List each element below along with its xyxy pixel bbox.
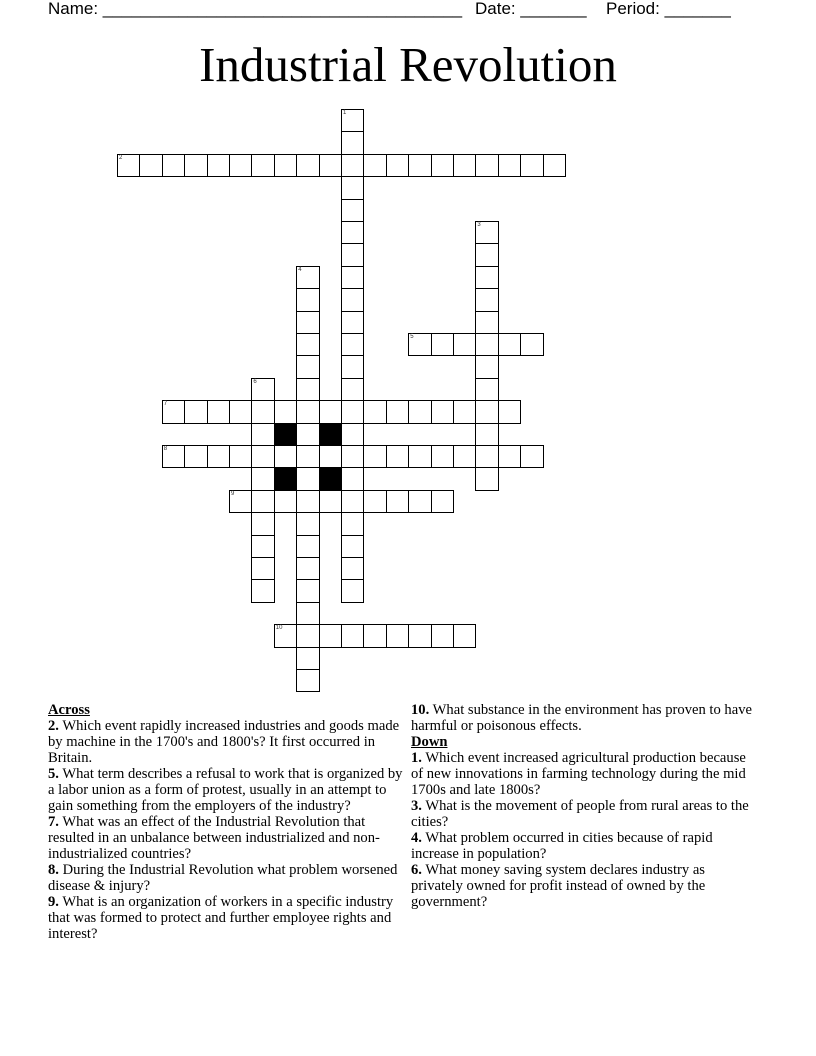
crossword-cell[interactable] xyxy=(251,154,274,177)
clue-item-text: Which event increased agricultural production because of new innovations in farming technology during the mid 1700s and late 1800s? xyxy=(411,750,746,798)
crossword-cell[interactable] xyxy=(341,266,364,289)
crossword-cell[interactable] xyxy=(475,400,498,423)
crossword-cell[interactable] xyxy=(184,400,207,423)
clue-item-text: What problem occurred in cities because of rapid increase in population? xyxy=(411,830,713,862)
crossword-cell[interactable] xyxy=(251,535,274,558)
crossword-cell[interactable] xyxy=(251,579,274,602)
crossword-cell[interactable] xyxy=(184,154,207,177)
crossword-cell[interactable] xyxy=(453,624,476,647)
clue-item-number: 3. xyxy=(411,798,422,814)
clue-item-number: 1. xyxy=(411,750,422,766)
across-heading: Across xyxy=(48,702,90,718)
crossword-cell[interactable] xyxy=(386,400,409,423)
crossword-cell[interactable] xyxy=(431,445,454,468)
name-field[interactable]: Name: ______________________________________ xyxy=(48,0,463,18)
clue-item-number: 6. xyxy=(411,862,422,878)
crossword-cell[interactable] xyxy=(296,333,319,356)
crossword-cell[interactable] xyxy=(296,535,319,558)
page-title: Industrial Revolution xyxy=(199,37,617,92)
crossword-cell[interactable] xyxy=(296,647,319,670)
crossword-cell[interactable] xyxy=(475,154,498,177)
crossword-cell[interactable] xyxy=(386,490,409,513)
crossword-cell[interactable] xyxy=(341,378,364,401)
clue-number: 9 xyxy=(231,490,235,497)
crossword-cell[interactable] xyxy=(453,154,476,177)
clue-item-text: What money saving system declares industry as privately owned for profit instead of owned by the government? xyxy=(411,862,706,910)
clue-item-number: 2. xyxy=(48,718,59,734)
clue-item xyxy=(411,830,756,862)
clue-item xyxy=(48,718,408,766)
crossword-cell[interactable] xyxy=(296,669,319,692)
crossword-cell[interactable] xyxy=(408,445,431,468)
crossword-cell[interactable] xyxy=(251,445,274,468)
crossword-cell[interactable] xyxy=(520,154,543,177)
black-cell xyxy=(274,467,297,490)
crossword-cell[interactable] xyxy=(229,490,252,513)
clue-number: 6 xyxy=(253,378,257,385)
crossword-cell[interactable] xyxy=(341,535,364,558)
clue-item-number: 8. xyxy=(48,862,59,878)
crossword-cell[interactable] xyxy=(475,423,498,446)
clue-number: 2 xyxy=(119,154,123,161)
crossword-cell[interactable] xyxy=(341,288,364,311)
crossword-cell[interactable] xyxy=(319,445,342,468)
crossword-cell[interactable] xyxy=(520,445,543,468)
crossword-cell[interactable] xyxy=(274,445,297,468)
clue-item xyxy=(48,894,408,942)
crossword-cell[interactable] xyxy=(207,154,230,177)
crossword-cell[interactable] xyxy=(296,288,319,311)
crossword-cell[interactable] xyxy=(251,490,274,513)
crossword-cell[interactable] xyxy=(341,176,364,199)
crossword-cell[interactable] xyxy=(475,445,498,468)
crossword-cell[interactable] xyxy=(431,333,454,356)
crossword-cell[interactable] xyxy=(274,400,297,423)
crossword-cell[interactable] xyxy=(319,400,342,423)
crossword-cell[interactable] xyxy=(498,445,521,468)
crossword-cell[interactable] xyxy=(296,154,319,177)
clue-number: 10 xyxy=(275,625,283,632)
clue-item-number: 7. xyxy=(48,814,59,830)
crossword-cell[interactable] xyxy=(475,333,498,356)
crossword-cell[interactable] xyxy=(251,467,274,490)
clue-item-text: What term describes a refusal to work that is organized by a labor union as a form of protest, usually in an attempt to gain something from the employers of the industry? xyxy=(48,766,403,814)
clue-number: 3 xyxy=(477,222,481,228)
clue-number: 5 xyxy=(410,334,414,340)
crossword-cell[interactable] xyxy=(162,400,185,423)
crossword-cell[interactable] xyxy=(207,400,230,423)
crossword-cell[interactable] xyxy=(229,400,252,423)
clue-item xyxy=(48,862,408,894)
clue-item-text: What is an organization of workers in a specific industry that was formed to protect and further employee rights and interest? xyxy=(48,894,394,942)
crossword-cell[interactable] xyxy=(386,445,409,468)
crossword-cell[interactable] xyxy=(296,378,319,401)
clue-item-number: 10. xyxy=(411,702,430,718)
crossword-cell[interactable] xyxy=(341,221,364,244)
clue-item-number: 9. xyxy=(48,894,59,910)
clue-number: 8 xyxy=(163,446,168,452)
crossword-cell[interactable] xyxy=(162,154,185,177)
crossword-cell[interactable] xyxy=(274,490,297,513)
crossword-cell[interactable] xyxy=(319,624,342,647)
date-field[interactable]: Date: _______ xyxy=(475,0,587,18)
crossword-cell[interactable] xyxy=(363,445,386,468)
crossword-cell[interactable] xyxy=(184,445,207,468)
clue-item xyxy=(411,798,756,830)
crossword-cell[interactable] xyxy=(431,490,454,513)
crossword-cell[interactable] xyxy=(341,333,364,356)
black-cell xyxy=(319,423,342,446)
crossword-cell[interactable] xyxy=(296,355,319,378)
crossword-cell[interactable] xyxy=(319,490,342,513)
clue-item-number: 5. xyxy=(48,766,59,782)
crossword-cell[interactable] xyxy=(139,154,162,177)
crossword-cell[interactable] xyxy=(475,378,498,401)
crossword-cell[interactable] xyxy=(341,423,364,446)
crossword-cell[interactable] xyxy=(296,557,319,580)
crossword-cell[interactable] xyxy=(341,490,364,513)
clue-item-text: During the Industrial Revolution what problem worsened disease & injury? xyxy=(48,862,398,894)
crossword-cell[interactable] xyxy=(475,243,498,266)
crossword-cell[interactable] xyxy=(341,467,364,490)
clue-item xyxy=(411,702,756,734)
clue-item xyxy=(48,766,408,814)
crossword-cell[interactable] xyxy=(341,243,364,266)
crossword-cell[interactable] xyxy=(229,445,252,468)
crossword-cell[interactable] xyxy=(453,445,476,468)
crossword-cell[interactable] xyxy=(498,333,521,356)
crossword-cell[interactable] xyxy=(475,266,498,289)
crossword-cell[interactable] xyxy=(520,333,543,356)
clue-item-text: Which event rapidly increased industries and goods made by machine in the 1700's and 1800's? It first occurred in Britain. xyxy=(48,718,400,766)
clue-item-number: 4. xyxy=(411,830,422,846)
crossword-cell[interactable] xyxy=(386,624,409,647)
crossword-cell[interactable] xyxy=(251,557,274,580)
crossword-cell[interactable] xyxy=(498,154,521,177)
clue-number: 1 xyxy=(343,110,347,116)
crossword-cell[interactable] xyxy=(341,109,364,132)
crossword-cell[interactable] xyxy=(475,355,498,378)
crossword-cell[interactable] xyxy=(296,512,319,535)
crossword-cell[interactable] xyxy=(341,445,364,468)
crossword-cell[interactable] xyxy=(475,221,498,244)
period-field[interactable]: Period: _______ xyxy=(606,0,731,18)
crossword-cell[interactable] xyxy=(453,333,476,356)
crossword-cell[interactable] xyxy=(408,154,431,177)
crossword-cell[interactable] xyxy=(296,311,319,334)
crossword-cell[interactable] xyxy=(162,445,185,468)
crossword-cell[interactable] xyxy=(296,400,319,423)
clue-number: 4 xyxy=(298,266,302,273)
crossword-cell[interactable] xyxy=(341,579,364,602)
clue-number: 7 xyxy=(163,401,168,408)
crossword-cell[interactable] xyxy=(363,154,386,177)
black-cell xyxy=(274,423,297,446)
crossword-cell[interactable] xyxy=(296,266,319,289)
crossword-cell[interactable] xyxy=(431,400,454,423)
crossword-cell[interactable] xyxy=(408,400,431,423)
black-cell xyxy=(319,467,342,490)
crossword-cell[interactable] xyxy=(251,423,274,446)
crossword-cell[interactable] xyxy=(274,154,297,177)
clue-item xyxy=(411,750,756,798)
crossword-cell[interactable] xyxy=(341,311,364,334)
crossword-cell[interactable] xyxy=(408,333,431,356)
crossword-cell[interactable] xyxy=(543,154,566,177)
crossword-cell[interactable] xyxy=(408,624,431,647)
crossword-cell[interactable] xyxy=(363,400,386,423)
crossword-cell[interactable] xyxy=(319,154,342,177)
crossword-cell[interactable] xyxy=(251,400,274,423)
clue-item-text: What was an effect of the Industrial Revolution that resulted in an unbalance between industrialized and non-industrialized countries? xyxy=(48,814,380,862)
crossword-cell[interactable] xyxy=(274,624,297,647)
crossword-cell[interactable] xyxy=(296,579,319,602)
down-heading: Down xyxy=(411,734,448,750)
crossword-cell[interactable] xyxy=(251,512,274,535)
clue-item xyxy=(411,862,756,910)
crossword-cell[interactable] xyxy=(431,624,454,647)
crossword-cell[interactable] xyxy=(296,423,319,446)
crossword-cell[interactable] xyxy=(341,400,364,423)
crossword-cell[interactable] xyxy=(498,400,521,423)
crossword-cell[interactable] xyxy=(341,557,364,580)
crossword-cell[interactable] xyxy=(341,624,364,647)
crossword-cell[interactable] xyxy=(341,355,364,378)
crossword-cell[interactable] xyxy=(341,512,364,535)
clues-right-column xyxy=(411,702,756,910)
crossword-cell[interactable] xyxy=(341,199,364,222)
crossword-cell[interactable] xyxy=(363,490,386,513)
crossword-cell[interactable] xyxy=(363,624,386,647)
crossword-cell[interactable] xyxy=(475,467,498,490)
crossword-cell[interactable] xyxy=(453,400,476,423)
crossword-cell[interactable] xyxy=(296,490,319,513)
crossword-cell[interactable] xyxy=(431,154,454,177)
crossword-cell[interactable] xyxy=(251,378,274,401)
crossword-cell[interactable] xyxy=(386,154,409,177)
crossword-cell[interactable] xyxy=(229,154,252,177)
clue-item xyxy=(48,814,408,862)
clues-left-column xyxy=(48,702,408,942)
crossword-cell[interactable] xyxy=(408,490,431,513)
crossword-cell[interactable] xyxy=(341,154,364,177)
crossword-cell[interactable] xyxy=(296,602,319,625)
crossword-cell[interactable] xyxy=(296,624,319,647)
crossword-cell[interactable] xyxy=(117,154,140,177)
crossword-cell[interactable] xyxy=(341,131,364,154)
crossword-cell[interactable] xyxy=(296,467,319,490)
crossword-cell[interactable] xyxy=(475,288,498,311)
clue-item-text: What is the movement of people from rural areas to the cities? xyxy=(411,798,749,830)
crossword-cell[interactable] xyxy=(475,311,498,334)
crossword-cell[interactable] xyxy=(207,445,230,468)
clue-item-text: What substance in the environment has proven to have harmful or poisonous effects. xyxy=(411,702,752,734)
crossword-cell[interactable] xyxy=(296,445,319,468)
